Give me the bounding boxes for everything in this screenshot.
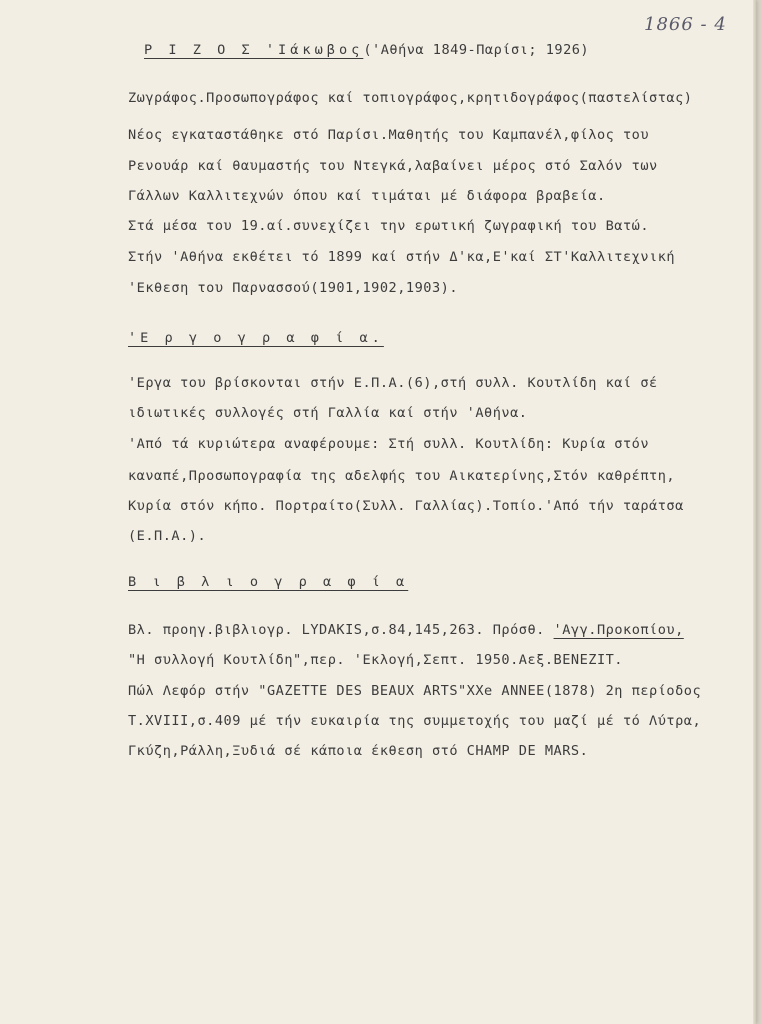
bio-line: Ζωγράφος.Προσωπογράφος καί τοπιογράφος,κρητιδογράφος(παστελίστας) <box>128 90 693 106</box>
bibliography-author: 'Αγγ.Προκοπίου, <box>553 622 684 638</box>
bibliography-line <box>128 620 684 640</box>
bibliography-line: T.XVIII,σ.409 μέ τήν ευκαιρία της συμμετοχής του μαζί μέ τό Λύτρα, <box>128 713 702 729</box>
bio-line: Νέος εγκαταστάθηκε στό Παρίσι.Μαθητής του Καμπανέλ,φίλος του <box>128 127 650 143</box>
bio-line: Γάλλων Καλλιτεχνών όπου καί τιμάται μέ διάφορα βραβεία. <box>128 188 606 204</box>
artist-name: Ρ Ι Ζ Ο Σ 'Ιάκωβος <box>144 42 364 58</box>
artist-dates: ('Αθήνα 1849-Παρίσι; 1926) <box>363 42 590 58</box>
heading-line <box>144 40 589 60</box>
bibliography-line: Γκύζη,Ράλλη,Ξυδιά σέ κάποια έκθεση στό CHAMP DE MARS. <box>128 743 589 759</box>
works-line: Κυρία στόν κήπο. Πορτραίτο(Συλλ. Γαλλίας).Τοπίο.'Από τήν ταράτσα <box>128 498 684 514</box>
bibliography-text: Βλ. προηγ.βιβλιογρ. LYDAKIS,σ.84,145,263. Πρόσθ. <box>128 622 554 638</box>
works-line: καναπέ,Προσωπογραφία της αδελφής του Αικατερίνης,Στόν καθρέπτη, <box>128 468 676 484</box>
bio-line: Ρενουάρ καί θαυμαστής του Ντεγκά,λαβαίνει μέρος στό Σαλόν των <box>128 158 658 174</box>
archive-number-annotation: 1866 - 4 <box>644 14 727 35</box>
bibliography-line: "Η συλλογή Κουτλίδη",περ. 'Εκλογή,Σεπτ. 1950.Αεξ.BENEZIT. <box>128 652 623 668</box>
works-line: 'Από τά κυριώτερα αναφέρουμε: Στή συλλ. Κουτλίδη: Κυρία στόν <box>128 436 650 452</box>
bibliography-heading: Β ι β λ ι ο γ ρ α φ ί α <box>128 574 409 590</box>
works-heading: 'Ε ρ γ ο γ ρ α φ ί α. <box>128 330 384 346</box>
bio-line: Στά μέσα του 19.αί.συνεχίζει την ερωτική ζωγραφική του Βατώ. <box>128 218 650 234</box>
bio-line: Στήν 'Αθήνα εκθέτει τό 1899 καί στήν Δ'κα,Ε'καί ΣΤ'Καλλιτεχνική <box>128 249 676 265</box>
works-line: ιδιωτικές συλλογές στή Γαλλία καί στήν 'Αθήνα. <box>128 405 528 421</box>
bibliography-line: Πώλ Λεφόρ στήν "GAZETTE DES BEAUX ARTS"XXe ANNEE(1878) 2η περίοδος <box>128 683 702 699</box>
works-line: (Ε.Π.Α.). <box>128 528 207 544</box>
bio-line: 'Εκθεση του Παρνασσού(1901,1902,1903). <box>128 280 458 296</box>
works-line: 'Εργα του βρίσκονται στήν Ε.Π.Α.(6),στή συλλ. Κουτλίδη καί σέ <box>128 375 658 391</box>
